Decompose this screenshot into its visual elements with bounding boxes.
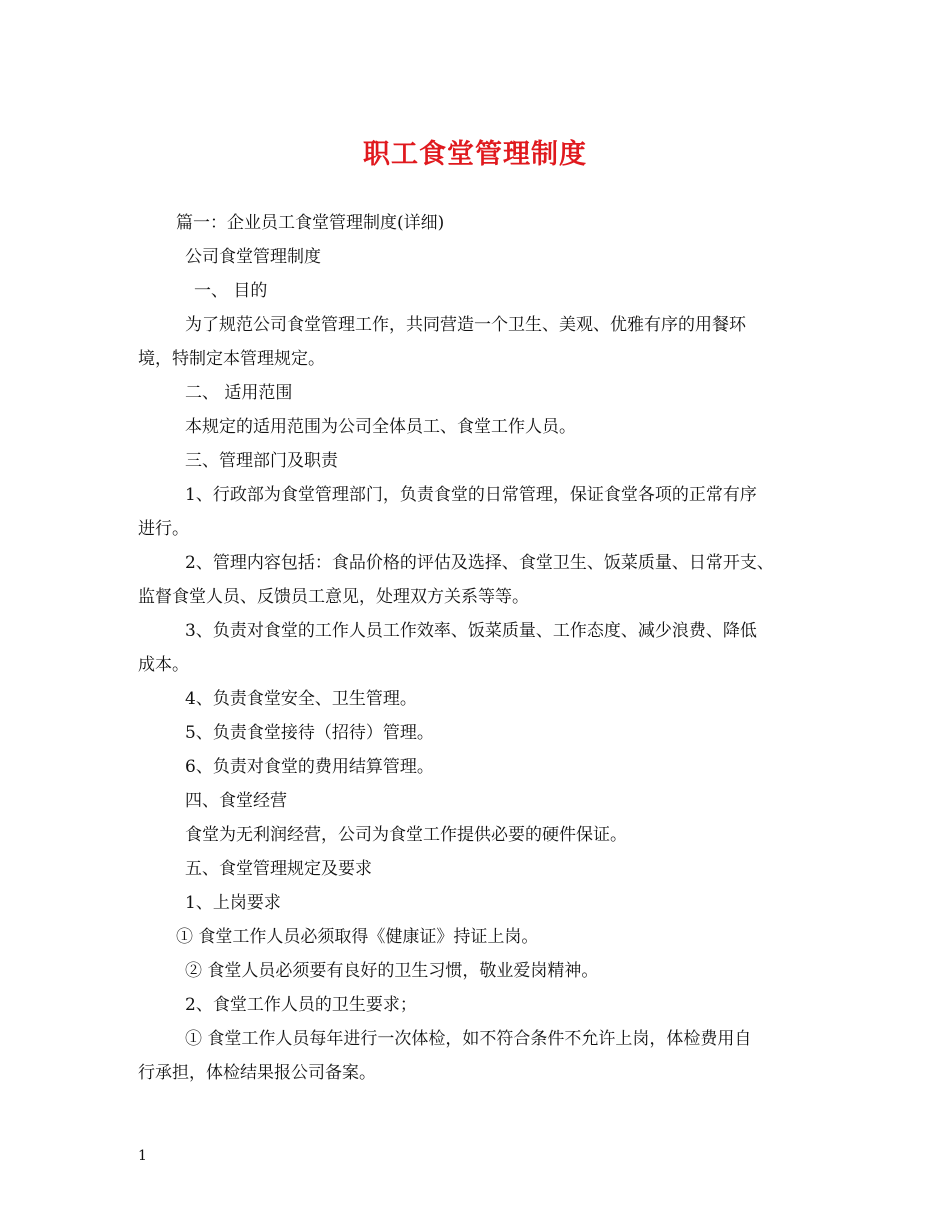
paragraph-line: 进行。	[138, 519, 189, 539]
paragraph-line: 4、负责食堂安全、卫生管理。	[185, 689, 417, 709]
paragraph-line: ② 食堂人员必须要有良好的卫生习惯，敬业爱岗精神。	[185, 961, 599, 981]
paragraph-line: ① 食堂工作人员必须取得《健康证》持证上岗。	[176, 927, 539, 947]
paragraph-line: 公司食堂管理制度	[185, 247, 321, 267]
page-number: 1	[138, 1148, 147, 1164]
paragraph-line: 成本。	[138, 655, 189, 675]
paragraph-line: 五、食堂管理规定及要求	[185, 859, 372, 879]
paragraph-line: ① 食堂工作人员每年进行一次体检，如不符合条件不允许上岗，体检费用自	[185, 1029, 752, 1049]
paragraph-line: 篇一：企业员工食堂管理制度(详细)	[176, 213, 445, 233]
paragraph-line: 境，特制定本管理规定。	[138, 349, 325, 369]
paragraph-line: 为了规范公司食堂管理工作，共同营造一个卫生、美观、优雅有序的用餐环	[185, 315, 746, 335]
paragraph-line: 监督食堂人员、反馈员工意见，处理双方关系等等。	[138, 587, 529, 607]
paragraph-line: 3、负责对食堂的工作人员工作效率、饭菜质量、工作态度、减少浪费、降低	[185, 621, 757, 641]
paragraph-line: 5、负责食堂接待（招待）管理。	[185, 723, 434, 743]
paragraph-line: 本规定的适用范围为公司全体员工、食堂工作人员。	[185, 417, 576, 437]
paragraph-line: 三、管理部门及职责	[185, 451, 338, 471]
paragraph-line: 1、行政部为食堂管理部门，负责食堂的日常管理，保证食堂各项的正常有序	[185, 485, 757, 505]
paragraph-line: 6、负责对食堂的费用结算管理。	[185, 757, 434, 777]
paragraph-line: 食堂为无利润经营，公司为食堂工作提供必要的硬件保证。	[185, 825, 627, 845]
paragraph-line: 1、上岗要求	[185, 893, 281, 913]
paragraph-line: 四、食堂经营	[185, 791, 287, 811]
document-body	[138, 206, 828, 1090]
document-title: 职工食堂管理制度	[363, 139, 587, 170]
paragraph-line: 行承担，体检结果报公司备案。	[138, 1063, 376, 1083]
paragraph-line: 2、食堂工作人员的卫生要求；	[185, 995, 417, 1015]
paragraph-line: 二、 适用范围	[185, 383, 293, 403]
paragraph-line: 一、 目的	[194, 281, 268, 301]
paragraph-line: 2、管理内容包括：食品价格的评估及选择、食堂卫生、饭菜质量、日常开支、	[185, 553, 774, 573]
